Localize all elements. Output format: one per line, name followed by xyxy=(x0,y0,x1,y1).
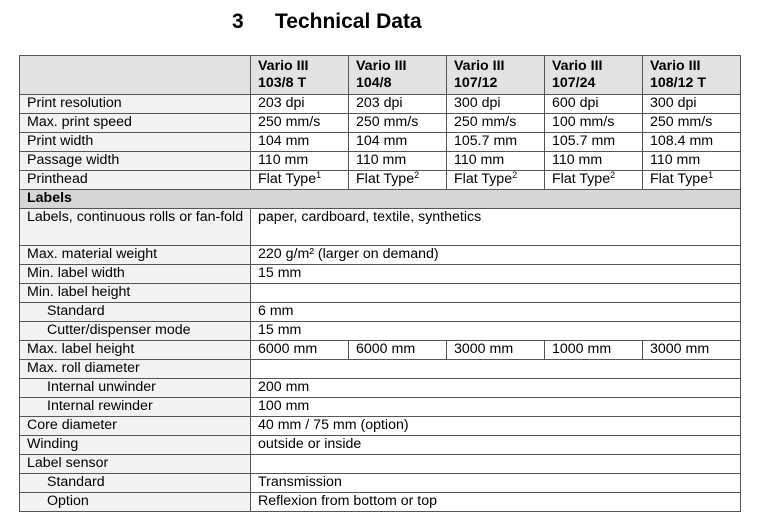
page-title xyxy=(232,10,422,34)
model-number: 104/8 xyxy=(356,75,392,91)
table-cell: 110 mm xyxy=(643,152,741,171)
table-cell: 300 dpi xyxy=(643,95,741,114)
model-name: Vario III xyxy=(356,58,407,74)
table-row xyxy=(20,322,741,341)
table-cell: 250 mm/s xyxy=(349,114,447,133)
table-row xyxy=(20,265,741,284)
table-cell xyxy=(447,171,545,190)
table-row xyxy=(20,493,741,512)
printhead-type: Flat Type xyxy=(650,171,709,187)
model-number: 107/24 xyxy=(552,75,596,91)
table-cell: 15 mm xyxy=(251,322,741,341)
table-cell: 6000 mm xyxy=(251,341,349,360)
row-label: Internal unwinder xyxy=(20,379,251,398)
table-cell: 110 mm xyxy=(447,152,545,171)
table-cell: Transmission xyxy=(251,474,741,493)
table-cell xyxy=(251,171,349,190)
row-label: Max. roll diameter xyxy=(20,360,251,379)
table-row xyxy=(20,152,741,171)
row-label: Cutter/dispenser mode xyxy=(20,322,251,341)
table-cell: 203 dpi xyxy=(251,95,349,114)
table-cell: 100 mm xyxy=(251,398,741,417)
row-label: Label sensor xyxy=(20,455,251,474)
row-label: Winding xyxy=(20,436,251,455)
footnote-marker: 2 xyxy=(512,170,518,180)
table-row xyxy=(20,114,741,133)
table-row xyxy=(20,455,741,474)
row-label: Standard xyxy=(20,474,251,493)
table-cell: 250 mm/s xyxy=(251,114,349,133)
table-cell: 108.4 mm xyxy=(643,133,741,152)
table-cell: 6000 mm xyxy=(349,341,447,360)
section-number: 3 xyxy=(232,10,244,33)
table-cell: 105.7 mm xyxy=(447,133,545,152)
row-label: Labels, continuous rolls or fan-fold xyxy=(20,209,251,246)
table-row xyxy=(20,398,741,417)
table-cell: 250 mm/s xyxy=(643,114,741,133)
table-row xyxy=(20,436,741,455)
table-row xyxy=(20,303,741,322)
technical-data-table xyxy=(19,55,741,512)
table-cell: 104 mm xyxy=(349,133,447,152)
footnote-marker: 2 xyxy=(610,170,616,180)
footnote-marker: 1 xyxy=(708,170,714,180)
table-cell xyxy=(349,171,447,190)
table-header-row xyxy=(20,56,741,95)
row-label: Print width xyxy=(20,133,251,152)
table-cell: 300 dpi xyxy=(447,95,545,114)
table-cell: 600 dpi xyxy=(545,95,643,114)
row-label: Passage width xyxy=(20,152,251,171)
table-cell: 110 mm xyxy=(545,152,643,171)
table-cell: 105.7 mm xyxy=(545,133,643,152)
table-row xyxy=(20,246,741,265)
table-cell-empty xyxy=(251,455,741,474)
printhead-type: Flat Type xyxy=(356,171,415,187)
section-header-labels: Labels xyxy=(20,190,741,209)
printhead-type: Flat Type xyxy=(258,171,317,187)
model-name: Vario III xyxy=(552,58,603,74)
row-label: Max. print speed xyxy=(20,114,251,133)
section-title: Technical Data xyxy=(275,10,422,33)
table-cell: Reflexion from bottom or top xyxy=(251,493,741,512)
table-cell: 6 mm xyxy=(251,303,741,322)
table-cell: 3000 mm xyxy=(447,341,545,360)
row-label: Core diameter xyxy=(20,417,251,436)
table-cell: 15 mm xyxy=(251,265,741,284)
table-row xyxy=(20,171,741,190)
table-row xyxy=(20,379,741,398)
column-header xyxy=(545,56,643,95)
model-name: Vario III xyxy=(650,58,701,74)
section-header-row xyxy=(20,190,741,209)
table-cell: outside or inside xyxy=(251,436,741,455)
model-number: 103/8 T xyxy=(258,75,307,91)
printhead-type: Flat Type xyxy=(454,171,513,187)
table-cell xyxy=(643,171,741,190)
table-row xyxy=(20,133,741,152)
table-cell: paper, cardboard, textile, synthetics xyxy=(251,209,741,246)
table-cell: 3000 mm xyxy=(643,341,741,360)
table-cell: 100 mm/s xyxy=(545,114,643,133)
row-label: Min. label width xyxy=(20,265,251,284)
table-row xyxy=(20,95,741,114)
table-row xyxy=(20,341,741,360)
table-cell: 1000 mm xyxy=(545,341,643,360)
row-label: Max. label height xyxy=(20,341,251,360)
row-label: Max. material weight xyxy=(20,246,251,265)
table-row xyxy=(20,417,741,436)
table-cell-empty xyxy=(251,284,741,303)
table-row xyxy=(20,209,741,246)
model-name: Vario III xyxy=(454,58,505,74)
row-label: Print resolution xyxy=(20,95,251,114)
row-label: Option xyxy=(20,493,251,512)
printhead-type: Flat Type xyxy=(552,171,611,187)
model-number: 107/12 xyxy=(454,75,498,91)
column-header xyxy=(251,56,349,95)
footnote-marker: 2 xyxy=(414,170,420,180)
row-label: Standard xyxy=(20,303,251,322)
model-number: 108/12 T xyxy=(650,75,707,91)
table-cell: 203 dpi xyxy=(349,95,447,114)
table-cell xyxy=(545,171,643,190)
model-name: Vario III xyxy=(258,58,309,74)
footnote-marker: 1 xyxy=(316,170,322,180)
row-label: Printhead xyxy=(20,171,251,190)
table-cell: 220 g/m² (larger on demand) xyxy=(251,246,741,265)
table-cell: 250 mm/s xyxy=(447,114,545,133)
column-header xyxy=(447,56,545,95)
row-label: Min. label height xyxy=(20,284,251,303)
table-cell-empty xyxy=(251,360,741,379)
column-header xyxy=(349,56,447,95)
table-row xyxy=(20,360,741,379)
table-row xyxy=(20,474,741,493)
table-cell: 104 mm xyxy=(251,133,349,152)
table-cell: 110 mm xyxy=(251,152,349,171)
table-cell: 200 mm xyxy=(251,379,741,398)
header-empty-cell xyxy=(20,56,251,95)
column-header xyxy=(643,56,741,95)
row-label: Internal rewinder xyxy=(20,398,251,417)
table-cell: 110 mm xyxy=(349,152,447,171)
table-row xyxy=(20,284,741,303)
table-cell: 40 mm / 75 mm (option) xyxy=(251,417,741,436)
